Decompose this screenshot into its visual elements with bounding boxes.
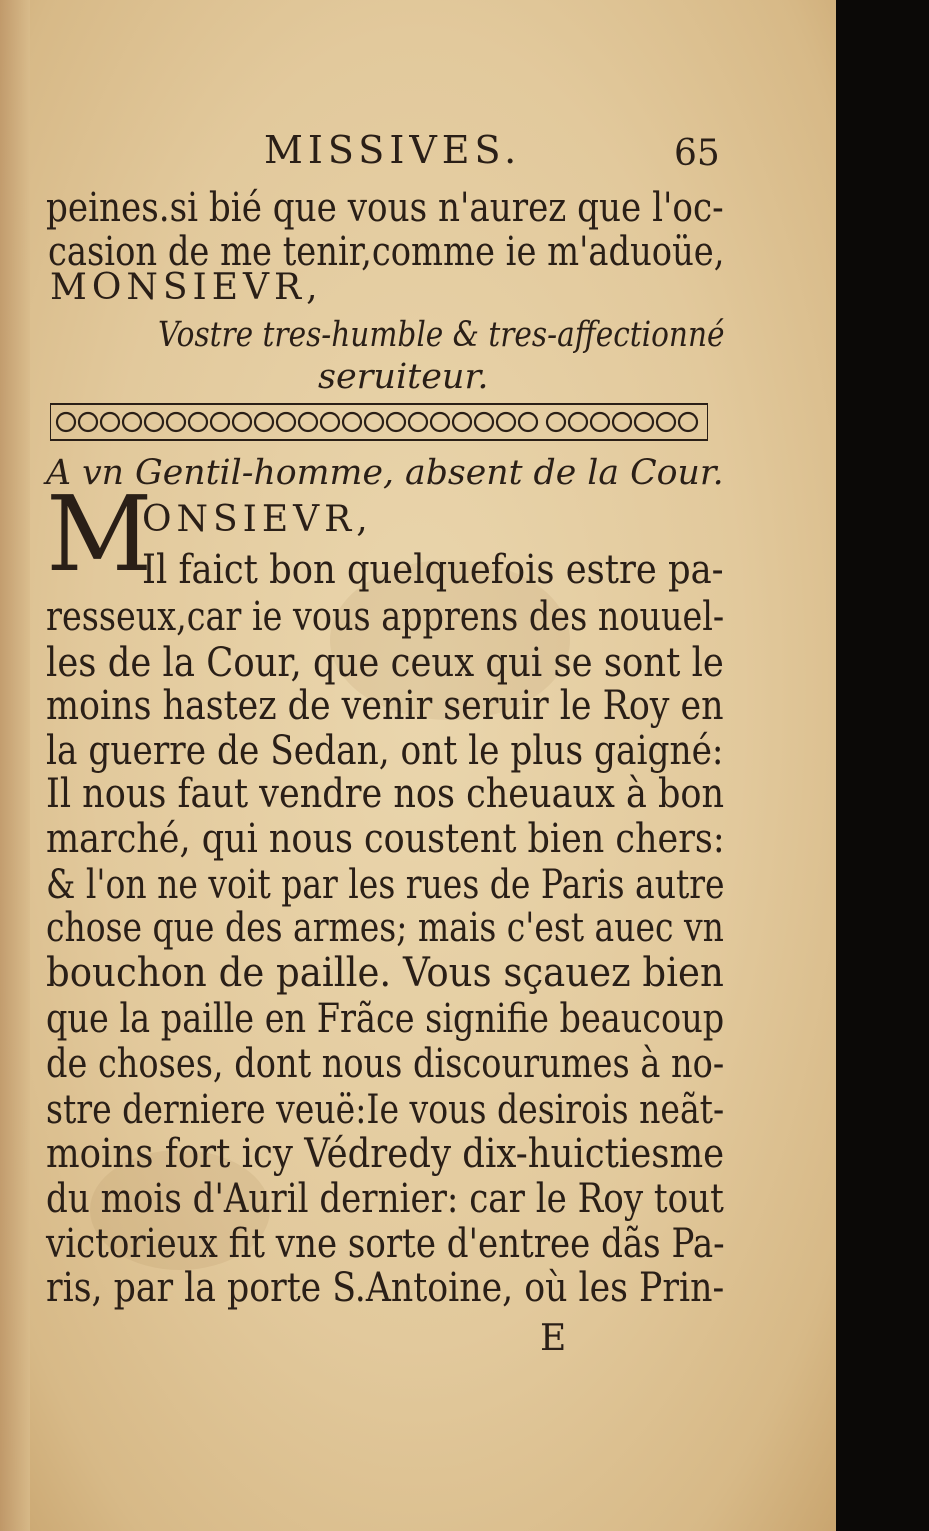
drop-cap: M bbox=[46, 473, 153, 595]
text-line: moins fort icy Védredy dix-huictiesme bbox=[46, 1131, 725, 1177]
closing-salutation: MONSIEVR, bbox=[50, 267, 323, 308]
text-line: victorieux fit vne sorte d'entree dãs Pa- bbox=[46, 1221, 725, 1267]
text-line: & l'on ne voit par les rues de Paris autre bbox=[46, 862, 725, 908]
text-line: stre derniere veuë:Ie vous desirois neãt- bbox=[46, 1087, 725, 1133]
text-line: Il nous faut vendre nos cheuaux à bon bbox=[46, 771, 725, 817]
text-line: de choses, dont nous discourumes à no- bbox=[46, 1041, 725, 1087]
text-line: marché, qui nous coustent bien chers: bbox=[46, 816, 725, 862]
signature-line: seruiteur. bbox=[318, 357, 489, 397]
text-line: casion de me tenir,comme ie m'aduoüe, bbox=[48, 229, 725, 275]
page-number: 65 bbox=[674, 133, 720, 174]
text-line: chose que des armes; mais c'est auec vn bbox=[46, 905, 724, 951]
scan-background bbox=[836, 0, 929, 1531]
running-head-title: MISSIVES. bbox=[264, 128, 522, 172]
text-line: Il faict bon quelquefois estre pa- bbox=[142, 547, 724, 593]
text-line: que la paille en Frãce signifie beaucoup bbox=[46, 996, 725, 1042]
catchword-signature-mark: E bbox=[540, 1318, 567, 1359]
letter-heading: A vn Gentil-homme, absent de la Cour. bbox=[46, 453, 724, 493]
text-line: resseux,car ie vous apprens des nouuel- bbox=[46, 594, 725, 640]
text-line: ris, par la porte S.Antoine, où les Prin- bbox=[46, 1265, 725, 1311]
text-line: peines.si bié que vous n'aurez que l'oc- bbox=[46, 185, 724, 231]
ornamental-divider bbox=[50, 402, 708, 442]
letter-salutation: ONSIEVR, bbox=[142, 499, 373, 540]
text-line: moins hastez de venir seruir le Roy en bbox=[46, 683, 724, 729]
text-line: les de la Cour, que ceux qui se sont le bbox=[46, 640, 724, 686]
text-line: la guerre de Sedan, ont le plus gaigné: bbox=[46, 728, 724, 774]
page-gutter-shadow bbox=[0, 0, 30, 1531]
text-line: bouchon de paille. Vous sçauez bien bbox=[46, 950, 724, 996]
signature-line: Vostre tres-humble & tres-affectionné bbox=[158, 315, 725, 355]
text-line: du mois d'Auril dernier: car le Roy tout bbox=[46, 1176, 724, 1222]
